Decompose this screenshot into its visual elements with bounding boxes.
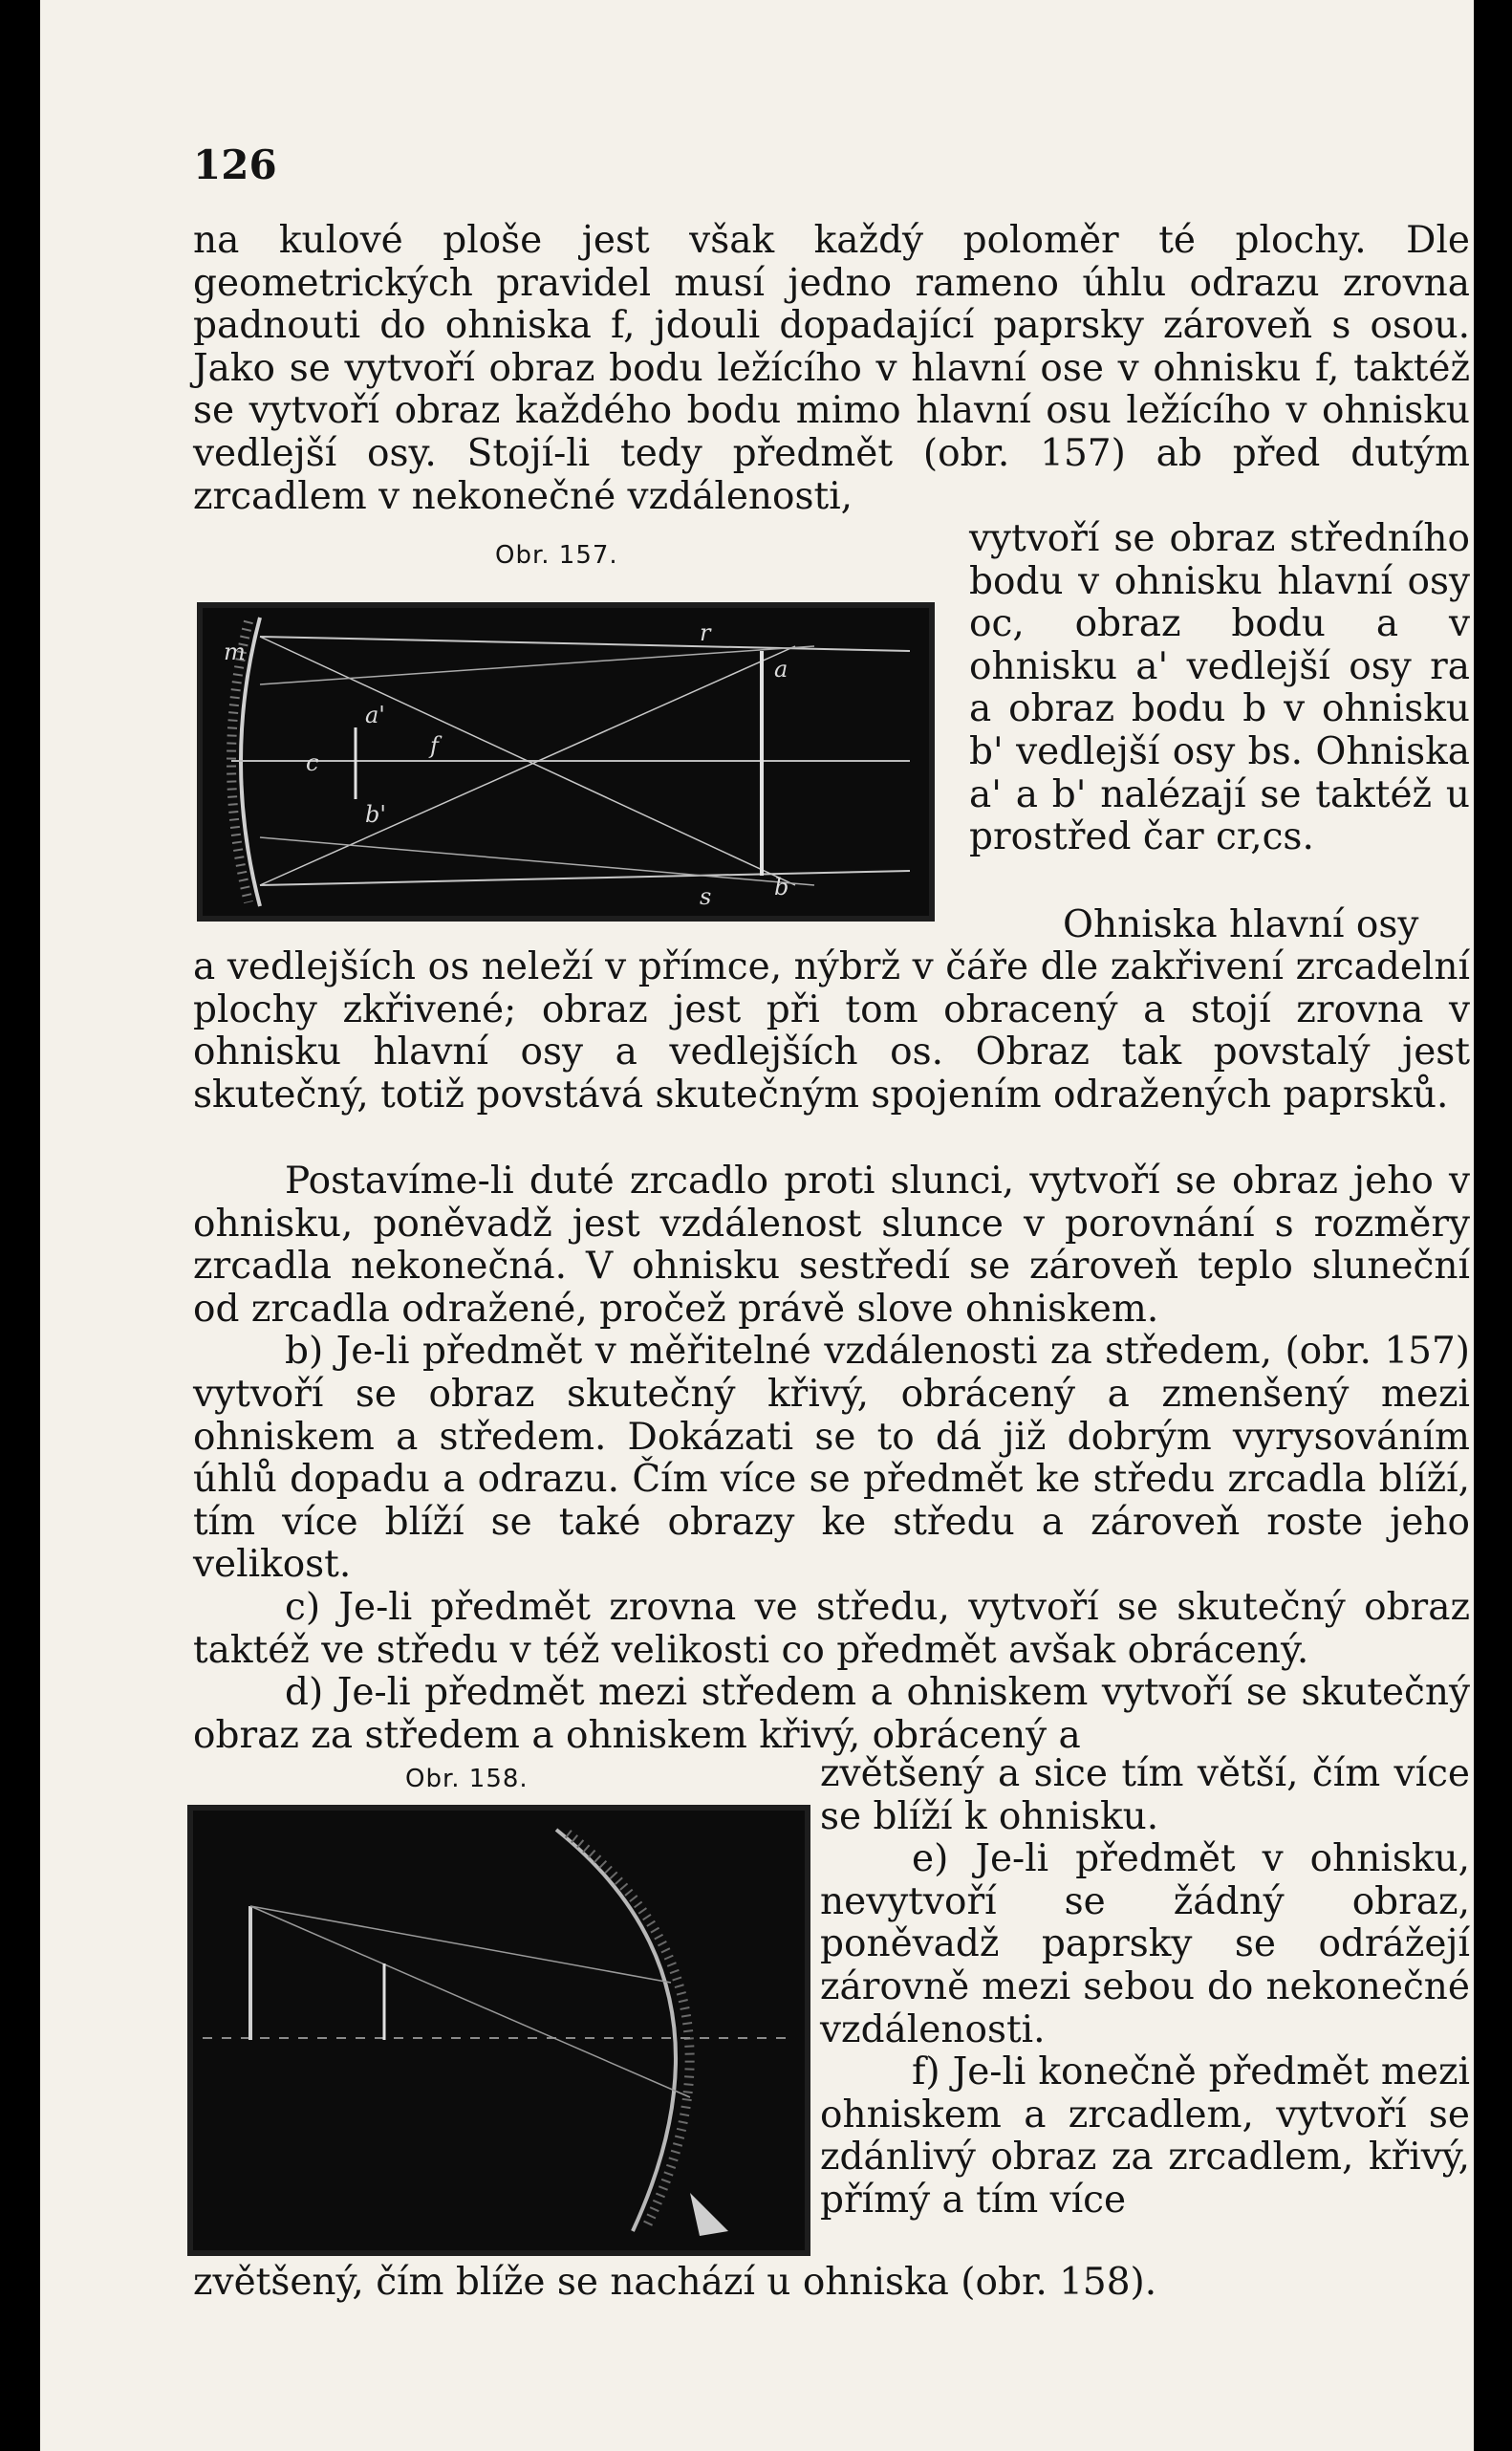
fig157-label-b: b [774,874,789,900]
paragraph-d-continued: zvětšený a sice tím větší, čím více se blíží k ohnisku. [820,1752,1470,1838]
fig157-label-s: s [700,883,712,910]
figure-158-concave-mirror [187,1805,810,2256]
figure-157-concave-mirror [197,602,935,922]
paragraph-d: d) Je-li předmět mezi středem a ohniskem vytvoří se skutečný obraz za středem a ohniskem křivý, obrácený a [193,1671,1470,1757]
fig157-label-b-prime: b' [365,801,386,828]
figure-157-side-text: vytvoří se obraz středního bodu v ohnisku hlavní osy oc, obraz bodu a v ohnisku a' vedlejší osy ra a obraz bodu b v ohnisku b' vedlejší osy bs. Ohniska a' a b' nalézají se taktéž u prostřed čar cr,cs. [969,517,1470,859]
paragraph-e: e) Je-li předmět v ohnisku, nevytvoří se žádný obraz, poněvadž paprsky se odrážejí zárovně mezi sebou do nekonečné vzdálenosti. [820,1837,1470,2051]
paragraph-b: b) Je-li předmět v měřitelné vzdálenosti za středem, (obr. 157) vytvoří se obraz skutečný křivý, obrácený a zmenšený mezi ohniskem a středem. Dokázati se to dá již dobrým vyrysováním úhlů dopadu a odrazu. Čím více se předmět ke středu zrcadla blíží, tím více blíží se také obrazy ke středu a zároveň roste jeho velikost. [193,1330,1470,1587]
fig157-label-a-prime: a' [365,702,385,728]
figure-158-side-text [820,1753,1470,2223]
paragraph-c: c) Je-li předmět zrovna ve středu, vytvoří se skutečný obraz taktéž ve středu v též velikosti co předmět avšak obrácený. [193,1585,1470,1672]
top-paragraph: na kulové ploše jest však každý poloměr té plochy. Dle geometrických pravidel musí jedno rameno úhlu odrazu zrovna padnouti do ohniska f, jdouli dopadající paprsky zároveň s osou. Jako se vytvoří obraz bodu ležícího v hlavní ose v ohnisku f, taktéž se vytvoří obraz každého bodu mimo hlavní osu ležícího v ohnisku vedlejší osy. Stojí-li tedy předmět (obr. 157) ab před dutým zrcadlem v nekonečné vzdálenosti, [193,219,1470,518]
figure-158-caption: Obr. 158. [405,1765,529,1793]
paragraphs-sun-b-c-d [193,1160,1470,1757]
fig157-label-m: m [224,639,246,665]
book-page [40,0,1474,2451]
fig157-label-a: a [774,656,788,683]
figure-157-caption: Obr. 157. [495,541,618,570]
page-number: 126 [193,141,277,188]
paragraph-sun: Postavíme-li duté zrcadlo proti slunci, vytvoří se obraz jeho v ohnisku, poněvadž jest vzdálenost slunce v porovnání s rozměry zrcadla nekonečná. V ohnisku sestředí se zároveň teplo sluneční od zrcadla odražené, pročež právě slove ohniskem. [193,1160,1470,1331]
figure-158-diagram [193,1811,805,2250]
paragraph-f: f) Je-li konečně předmět mezi ohniskem a zrcadlem, vytvoří se zdánlivý obraz za zrcadlem, křivý, přímý a tím více [820,2050,1470,2222]
fig157-label-r: r [700,619,711,646]
after-figure-157-indent: Ohniska hlavní osy [1063,903,1419,946]
fig157-label-f: f [430,732,439,759]
final-paragraph: zvětšený, čím blíže se nachází u ohniska (obr. 158). [193,2261,1157,2304]
figure-157-diagram [203,608,929,916]
fig157-label-c: c [306,749,319,776]
after-figure-157-paragraph: a vedlejších os neleží v přímce, nýbrž v čáře dle zakřivení zrcadelní plochy zkřivené; obraz jest při tom obracený a stojí zrovna v ohnisku hlavní osy a vedlejších os. Obraz tak povstalý jest skutečný, totiž povstává skutečným spojením odražených paprsků. [193,945,1470,1117]
